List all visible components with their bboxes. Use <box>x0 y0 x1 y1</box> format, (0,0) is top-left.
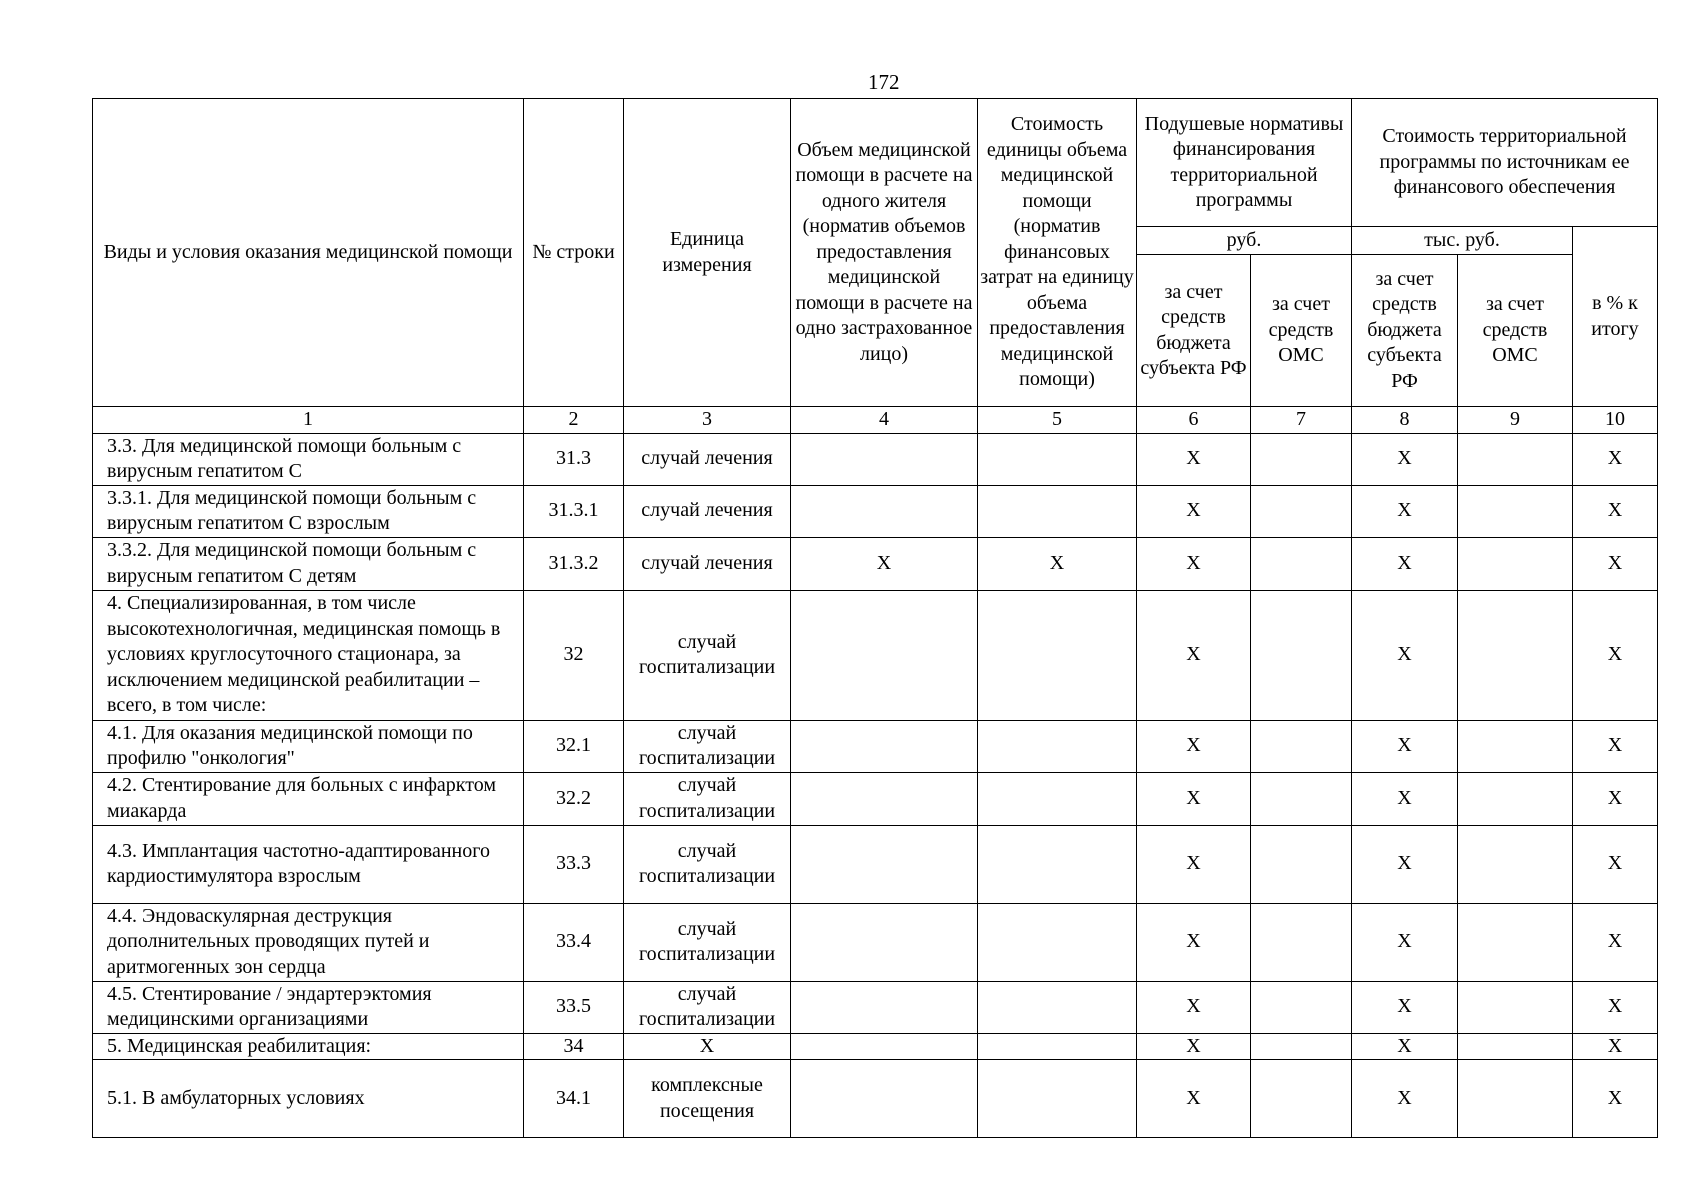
table-row <box>93 485 1658 537</box>
table-row <box>93 537 1658 590</box>
row-percent: X <box>1573 903 1658 981</box>
row-percent: X <box>1573 720 1658 772</box>
row-percent: X <box>1573 981 1658 1033</box>
table-row <box>93 1060 1658 1138</box>
row-oms-rub <box>1251 825 1352 903</box>
row-oms-thousand <box>1458 433 1573 485</box>
row-oms-thousand <box>1458 981 1573 1033</box>
row-volume <box>791 590 978 720</box>
header-line-number: № строки <box>524 99 624 407</box>
row-unit-cost <box>978 1033 1137 1060</box>
column-number: 5 <box>978 407 1137 434</box>
row-percent: X <box>1573 772 1658 825</box>
row-unit: случай госпитализации <box>624 772 791 825</box>
row-unit: комплексные посещения <box>624 1060 791 1138</box>
row-oms-thousand <box>1458 485 1573 537</box>
financing-table <box>92 98 1658 1138</box>
row-volume: X <box>791 537 978 590</box>
row-unit-cost <box>978 903 1137 981</box>
header-budget-rub: за счет средств бюджета субъекта РФ <box>1137 255 1251 407</box>
row-oms-rub <box>1251 1060 1352 1138</box>
row-budget-rub: X <box>1137 981 1251 1033</box>
row-budget-rub: X <box>1137 825 1251 903</box>
row-budget-thousand: X <box>1352 590 1458 720</box>
row-unit: случай госпитализации <box>624 825 791 903</box>
row-line-number: 31.3 <box>524 433 624 485</box>
row-line-number: 31.3.2 <box>524 537 624 590</box>
row-line-number: 33.5 <box>524 981 624 1033</box>
column-number: 1 <box>93 407 524 434</box>
row-budget-thousand: X <box>1352 903 1458 981</box>
row-name: 4.5. Стентирование / эндартерэктомия медицинскими организациями <box>93 981 524 1033</box>
header-volume: Объем медицинской помощи в расчете на одного жителя (норматив объемов предоставления медицинской помощи в расчете на одно застрахованное лицо) <box>791 99 978 407</box>
row-line-number: 33.4 <box>524 903 624 981</box>
row-oms-thousand <box>1458 1060 1573 1138</box>
header-kinds-conditions: Виды и условия оказания медицинской помощи <box>93 99 524 407</box>
row-line-number: 32 <box>524 590 624 720</box>
row-budget-thousand: X <box>1352 825 1458 903</box>
row-percent: X <box>1573 1060 1658 1138</box>
row-budget-rub: X <box>1137 1033 1251 1060</box>
header-percent-of-total: в % к итогу <box>1573 227 1658 407</box>
row-budget-thousand: X <box>1352 720 1458 772</box>
row-name: 5. Медицинская реабилитация: <box>93 1033 524 1060</box>
row-unit: случай госпитализации <box>624 720 791 772</box>
row-volume <box>791 1060 978 1138</box>
row-oms-rub <box>1251 720 1352 772</box>
row-volume <box>791 981 978 1033</box>
row-oms-rub <box>1251 1033 1352 1060</box>
column-number: 3 <box>624 407 791 434</box>
row-unit: случай лечения <box>624 433 791 485</box>
page-number: 172 <box>868 70 900 94</box>
table-row <box>93 981 1658 1033</box>
row-unit-cost <box>978 433 1137 485</box>
table-row <box>93 720 1658 772</box>
row-unit: случай лечения <box>624 485 791 537</box>
row-oms-thousand <box>1458 720 1573 772</box>
row-percent: X <box>1573 1033 1658 1060</box>
row-name: 4. Специализированная, в том числе высокотехнологичная, медицинская помощь в условиях круглосуточного стационара, за исключением медицинской реабилитации – всего, в том числе: <box>93 590 524 720</box>
table-row <box>93 903 1658 981</box>
row-volume <box>791 825 978 903</box>
row-budget-rub: X <box>1137 590 1251 720</box>
row-budget-rub: X <box>1137 903 1251 981</box>
row-unit: случай госпитализации <box>624 903 791 981</box>
row-budget-thousand: X <box>1352 1033 1458 1060</box>
row-oms-rub <box>1251 903 1352 981</box>
row-unit-cost <box>978 1060 1137 1138</box>
row-oms-thousand <box>1458 590 1573 720</box>
row-volume <box>791 433 978 485</box>
column-number: 4 <box>791 407 978 434</box>
row-unit: случай лечения <box>624 537 791 590</box>
column-number: 6 <box>1137 407 1251 434</box>
row-percent: X <box>1573 590 1658 720</box>
column-number: 7 <box>1251 407 1352 434</box>
row-percent: X <box>1573 485 1658 537</box>
row-unit: случай госпитализации <box>624 981 791 1033</box>
column-number: 9 <box>1458 407 1573 434</box>
row-oms-rub <box>1251 590 1352 720</box>
table-row <box>93 433 1658 485</box>
column-number: 8 <box>1352 407 1458 434</box>
row-unit-cost <box>978 981 1137 1033</box>
row-name: 4.2. Стентирование для больных с инфарктом миакарда <box>93 772 524 825</box>
row-name: 4.3. Имплантация частотно-адаптированного кардиостимулятора взрослым <box>93 825 524 903</box>
row-line-number: 31.3.1 <box>524 485 624 537</box>
row-oms-rub <box>1251 485 1352 537</box>
row-name: 3.3.2. Для медицинской помощи больным с вирусным гепатитом С детям <box>93 537 524 590</box>
row-name: 5.1. В амбулаторных условиях <box>93 1060 524 1138</box>
row-budget-thousand: X <box>1352 537 1458 590</box>
row-budget-thousand: X <box>1352 772 1458 825</box>
header-program-cost: Стоимость территориальной программы по источникам ее финансового обеспечения <box>1352 99 1658 227</box>
row-budget-thousand: X <box>1352 981 1458 1033</box>
header-unit-cost: Стоимость единицы объема медицинской помощи (норматив финансовых затрат на единицу объема предоставления медицинской помощи) <box>978 99 1137 407</box>
row-volume <box>791 720 978 772</box>
header-budget-thousand: за счет средств бюджета субъекта РФ <box>1352 255 1458 407</box>
header-unit-rub: руб. <box>1137 227 1352 255</box>
row-budget-rub: X <box>1137 485 1251 537</box>
row-oms-rub <box>1251 537 1352 590</box>
row-budget-thousand: X <box>1352 485 1458 537</box>
table-row <box>93 825 1658 903</box>
row-budget-rub: X <box>1137 537 1251 590</box>
row-unit-cost <box>978 772 1137 825</box>
column-number: 2 <box>524 407 624 434</box>
row-oms-thousand <box>1458 1033 1573 1060</box>
header-per-capita-normatives: Подушевые нормативы финансирования территориальной программы <box>1137 99 1352 227</box>
table-row <box>93 1033 1658 1060</box>
row-line-number: 32.2 <box>524 772 624 825</box>
header-unit-thousand-rub: тыс. руб. <box>1352 227 1573 255</box>
row-name: 4.1. Для оказания медицинской помощи по профилю "онкология" <box>93 720 524 772</box>
row-oms-thousand <box>1458 903 1573 981</box>
row-percent: X <box>1573 433 1658 485</box>
row-unit-cost <box>978 825 1137 903</box>
row-budget-rub: X <box>1137 1060 1251 1138</box>
row-budget-thousand: X <box>1352 1060 1458 1138</box>
row-line-number: 34.1 <box>524 1060 624 1138</box>
row-line-number: 33.3 <box>524 825 624 903</box>
row-name: 3.3. Для медицинской помощи больным с вирусным гепатитом С <box>93 433 524 485</box>
row-unit-cost <box>978 720 1137 772</box>
row-budget-rub: X <box>1137 772 1251 825</box>
header-oms-thousand: за счет средств ОМС <box>1458 255 1573 407</box>
row-oms-rub <box>1251 433 1352 485</box>
row-line-number: 32.1 <box>524 720 624 772</box>
row-oms-thousand <box>1458 537 1573 590</box>
row-oms-rub <box>1251 772 1352 825</box>
row-volume <box>791 772 978 825</box>
row-unit-cost <box>978 590 1137 720</box>
column-number: 10 <box>1573 407 1658 434</box>
header-unit: Единица измерения <box>624 99 791 407</box>
row-volume <box>791 1033 978 1060</box>
header-oms-rub: за счет средств ОМС <box>1251 255 1352 407</box>
row-percent: X <box>1573 825 1658 903</box>
row-line-number: 34 <box>524 1033 624 1060</box>
row-budget-rub: X <box>1137 433 1251 485</box>
row-volume <box>791 903 978 981</box>
row-oms-thousand <box>1458 772 1573 825</box>
row-name: 3.3.1. Для медицинской помощи больным с вирусным гепатитом С взрослым <box>93 485 524 537</box>
row-oms-rub <box>1251 981 1352 1033</box>
row-unit-cost <box>978 485 1137 537</box>
table-row <box>93 590 1658 720</box>
table-row <box>93 772 1658 825</box>
row-budget-rub: X <box>1137 720 1251 772</box>
row-volume <box>791 485 978 537</box>
row-unit: случай госпитализации <box>624 590 791 720</box>
row-unit: X <box>624 1033 791 1060</box>
row-oms-thousand <box>1458 825 1573 903</box>
row-name: 4.4. Эндоваскулярная деструкция дополнительных проводящих путей и аритмогенных зон сердца <box>93 903 524 981</box>
row-percent: X <box>1573 537 1658 590</box>
row-unit-cost: X <box>978 537 1137 590</box>
row-budget-thousand: X <box>1352 433 1458 485</box>
